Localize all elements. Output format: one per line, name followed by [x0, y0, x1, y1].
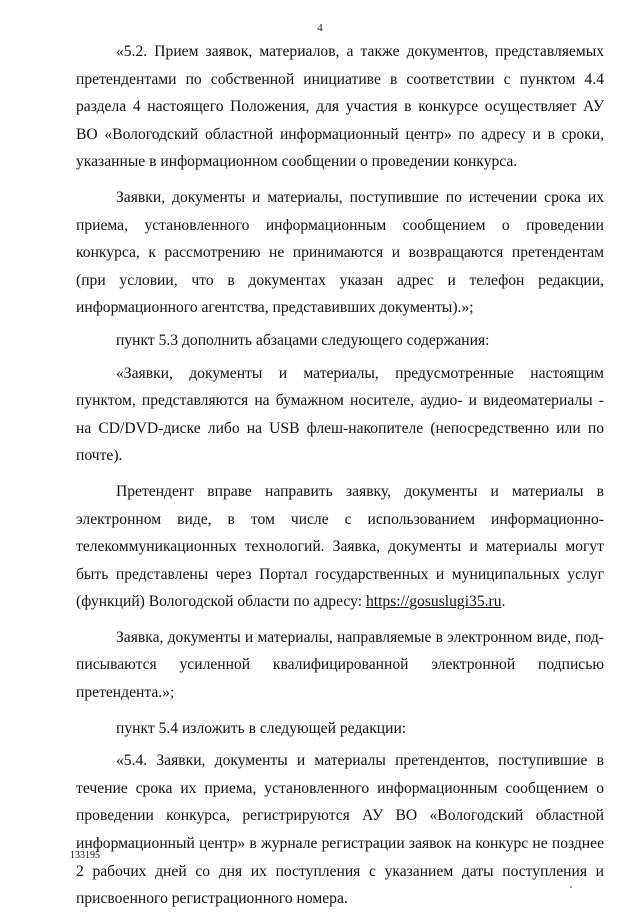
paragraph-5-4: «5.4. Заявки, документы и материалы претендентов, поступившие в течение срока их приема, установленного информационным сообщением о проведении конкурса, регистрируются АУ ВО «Вологодский областной информационный центр» в журнале регистрации заявок на конкурс не позднее 2 рабочих дней со дня их поступления с указанием даты поступления и присвоенного регистрационного номера. — [76, 752, 604, 908]
paragraph-electronic-submission — [76, 478, 604, 616]
electronic-submission-text: Претендент вправе направить заявку, документы и материалы в электронном виде, в том числе с использованием информационно-телекоммуникационных технологий. Заявка, документы и материалы могут быть представлены через Портал государственных и муниципальных услуг (функций) Вологодской области по адресу: — [76, 482, 604, 611]
electronic-submission-end: . — [501, 593, 506, 611]
paragraph-paper-media: «Заявки, документы и материалы, предусмотренные настоящим пунктом, представляются на бумажном носителе, аудио- и видеоматериалы - на CD/DVD-диске либо на USB флеш-накопителе (непосредственно или по почте). — [76, 364, 604, 465]
paragraph-5-2: «5.2. Прием заявок, материалов, а также документов, представляемых претендентами по собственной инициативе в соответствии с пунктом 4.4 раздела 4 настоящего Положения, для участия в конкурсе осуществляет АУ ВО «Вологодский областной информационный центр» по адресу и в сроки, указанные в информационном сообщении о проведении конкурса. — [76, 43, 604, 171]
scan-artifact — [570, 886, 572, 888]
document-code: 133195 — [70, 850, 100, 861]
page-number: 4 — [317, 22, 323, 34]
paragraph-5-4-instruction: пункт 5.4 изложить в следующей редакции: — [116, 719, 407, 737]
document-body — [76, 38, 604, 913]
paragraph-late-applications: Заявки, документы и материалы, поступившие по истечении срока их приема, установленного информационным сообщением о проведении конкурса, к рассмотрению не принимаются и возвращаются претендентам (при условии, что в документах указан адрес и телефон редакции, информационного агентства, представивших документы).»; — [76, 188, 604, 317]
paragraph-electronic-signature: Заявка, документы и материалы, направляемые в электронном виде, подписываются усиленной квалифицированной электронной подписью претендента.»; — [76, 628, 604, 702]
gosuslugi-link[interactable]: https://gosuslugi35.ru — [365, 593, 502, 611]
paragraph-5-3-instruction: пункт 5.3 дополнить абзацами следующего содержания: — [116, 331, 490, 349]
